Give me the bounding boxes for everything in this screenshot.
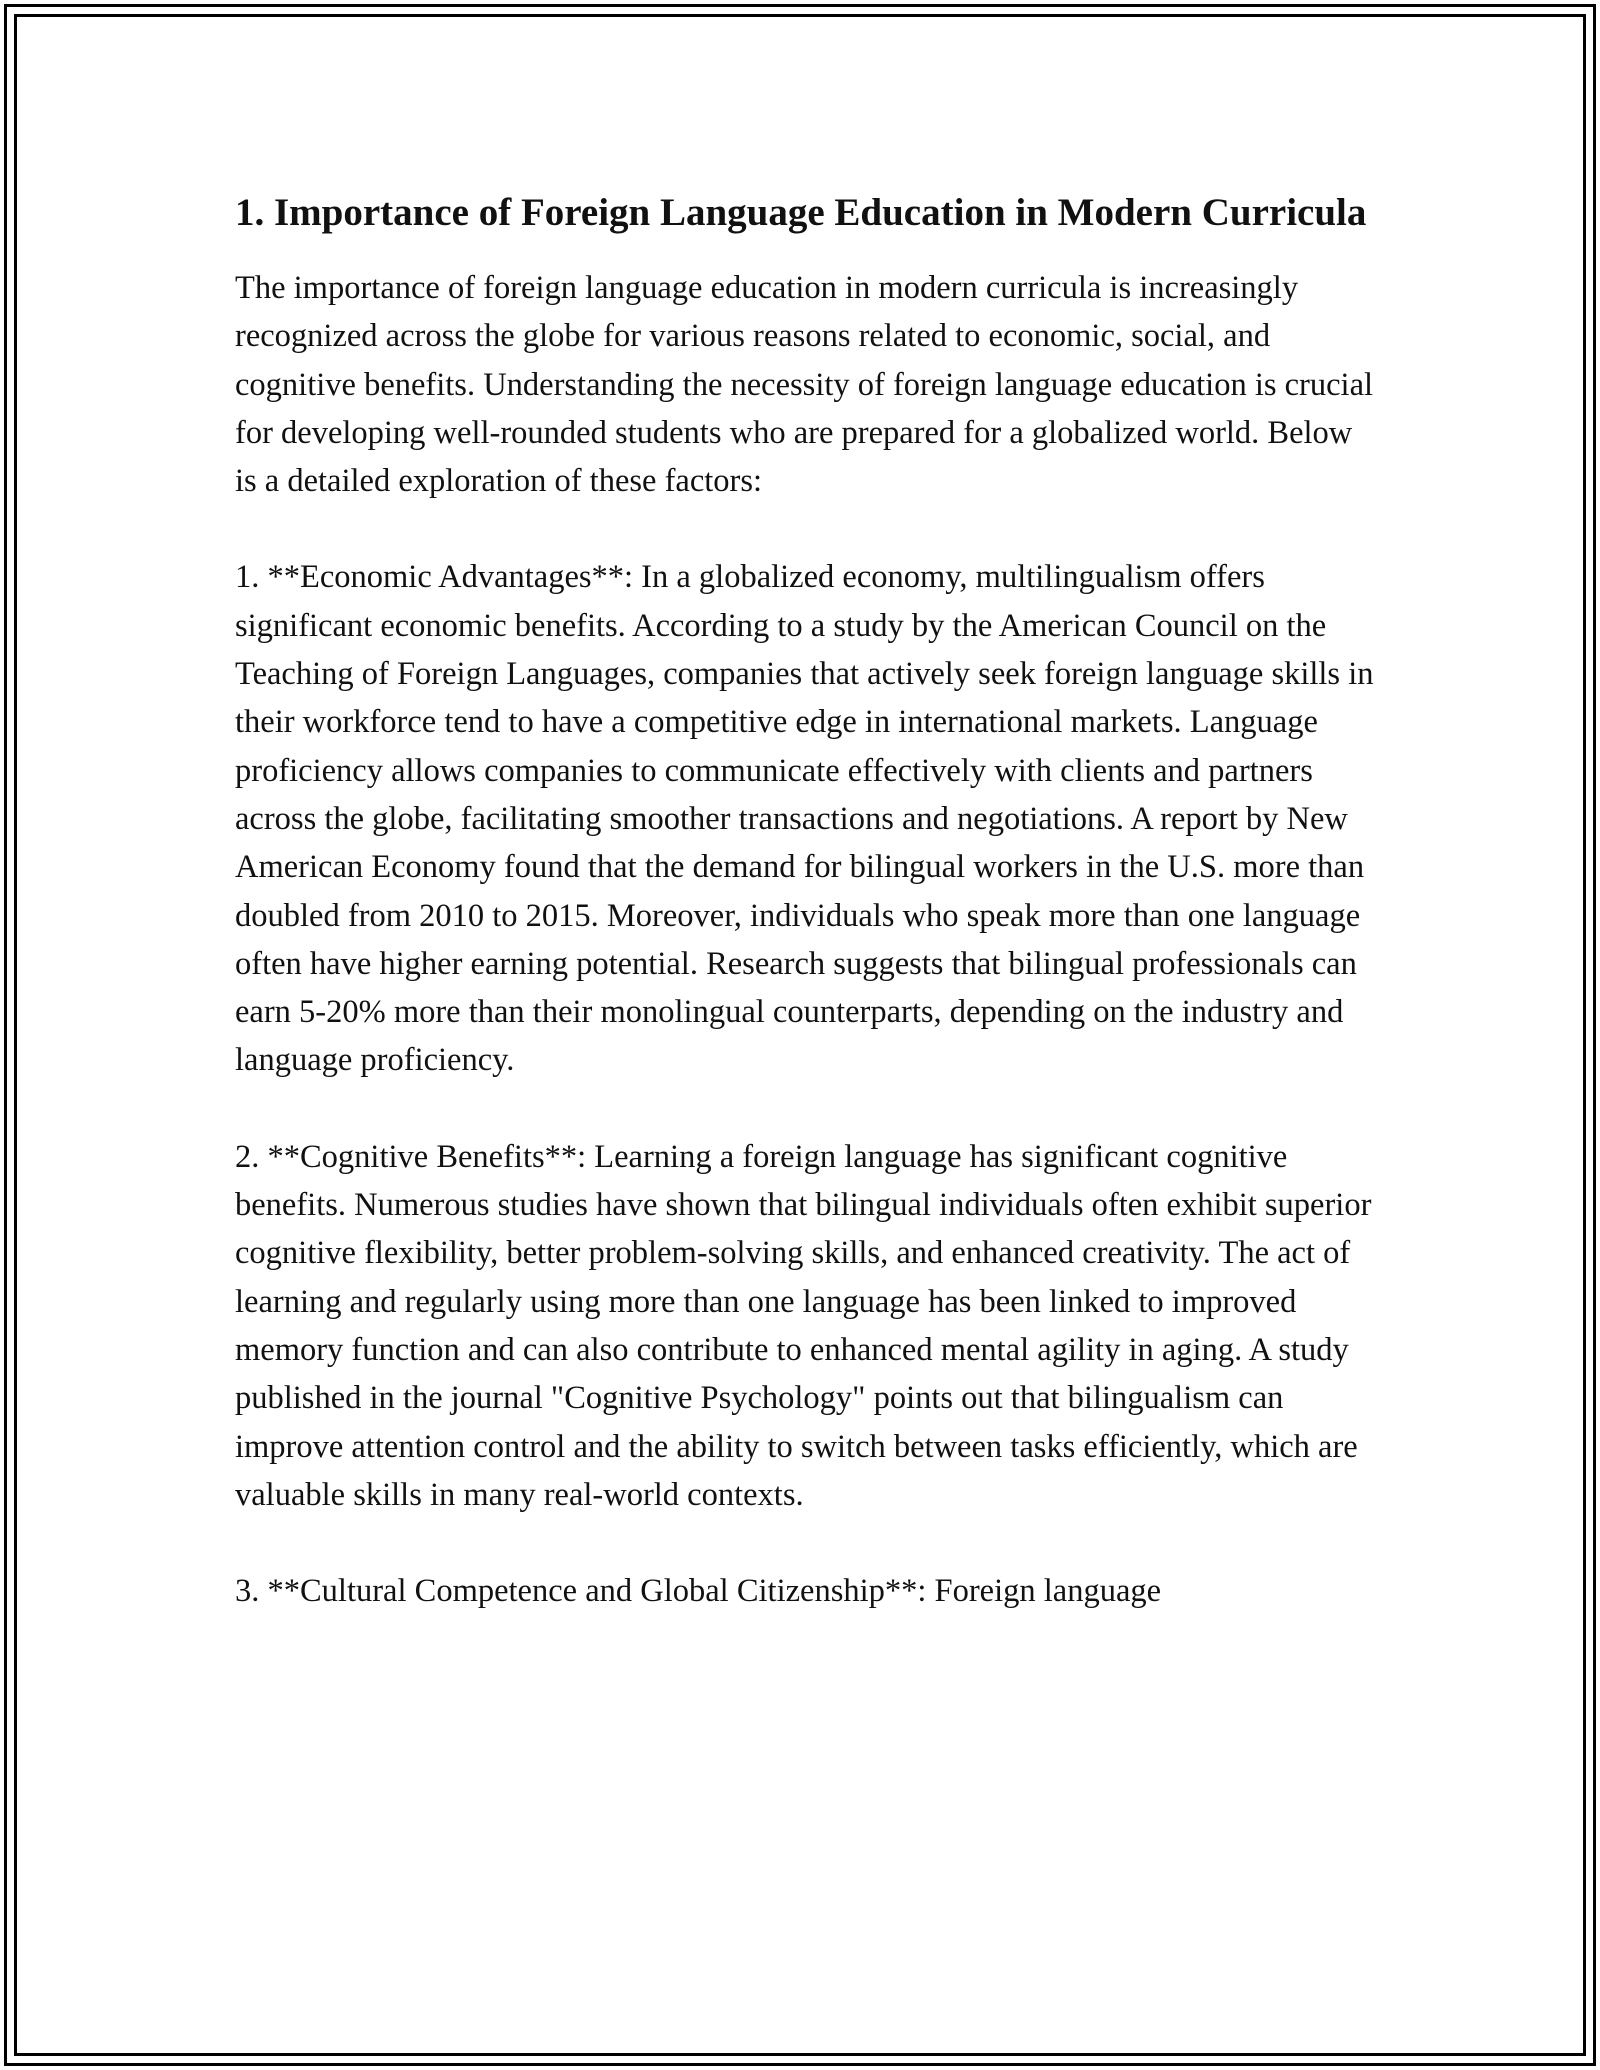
document-title: 1. Importance of Foreign Language Education in Modern Curricula	[235, 191, 1367, 234]
economic-advantages-paragraph: 1. **Economic Advantages**: In a globalized economy, multilingualism offers significant economic benefits. According to a study by the American Council on the Teaching of Foreign Languages, companies that actively seek foreign language skills in their workforce tend to have a competitive edge in international markets. Language proficiency allows companies to communicate effectively with clients and partners across the globe, facilitating smoother transactions and negotiations. A report by New American Economy found that the demand for bilingual workers in the U.S. more than doubled from 2010 to 2015. Moreover, individuals who speak more than one language often have higher earning potential. Research suggests that bilingual professionals can earn 5-20% more than their monolingual counterparts, depending on the industry and language proficiency.	[235, 559, 1374, 1079]
intro-paragraph: The importance of foreign language education in modern curricula is increasingly recognized across the globe for various reasons related to economic, social, and cognitive benefits. Understanding the necessity of foreign language education is crucial for developing well-rounded students who are prepared for a globalized world. Below is a detailed exploration of these factors:	[235, 270, 1374, 500]
cognitive-benefits-paragraph: 2. **Cognitive Benefits**: Learning a foreign language has significant cognitive benefits. Numerous studies have shown that bilingual individuals often exhibit superior cognitive flexibility, better problem-solving skills, and enhanced creativity. The act of learning and regularly using more than one language has been linked to improved memory function and can also contribute to enhanced mental agility in aging. A study published in the journal "Cognitive Psychology" points out that bilingualism can improve attention control and the ability to switch between tasks efficiently, which are valuable skills in many real-world contexts.	[235, 1138, 1372, 1513]
cultural-competence-paragraph: 3. **Cultural Competence and Global Citizenship**: Foreign language	[235, 1573, 1162, 1610]
document-body	[235, 185, 1375, 1663]
